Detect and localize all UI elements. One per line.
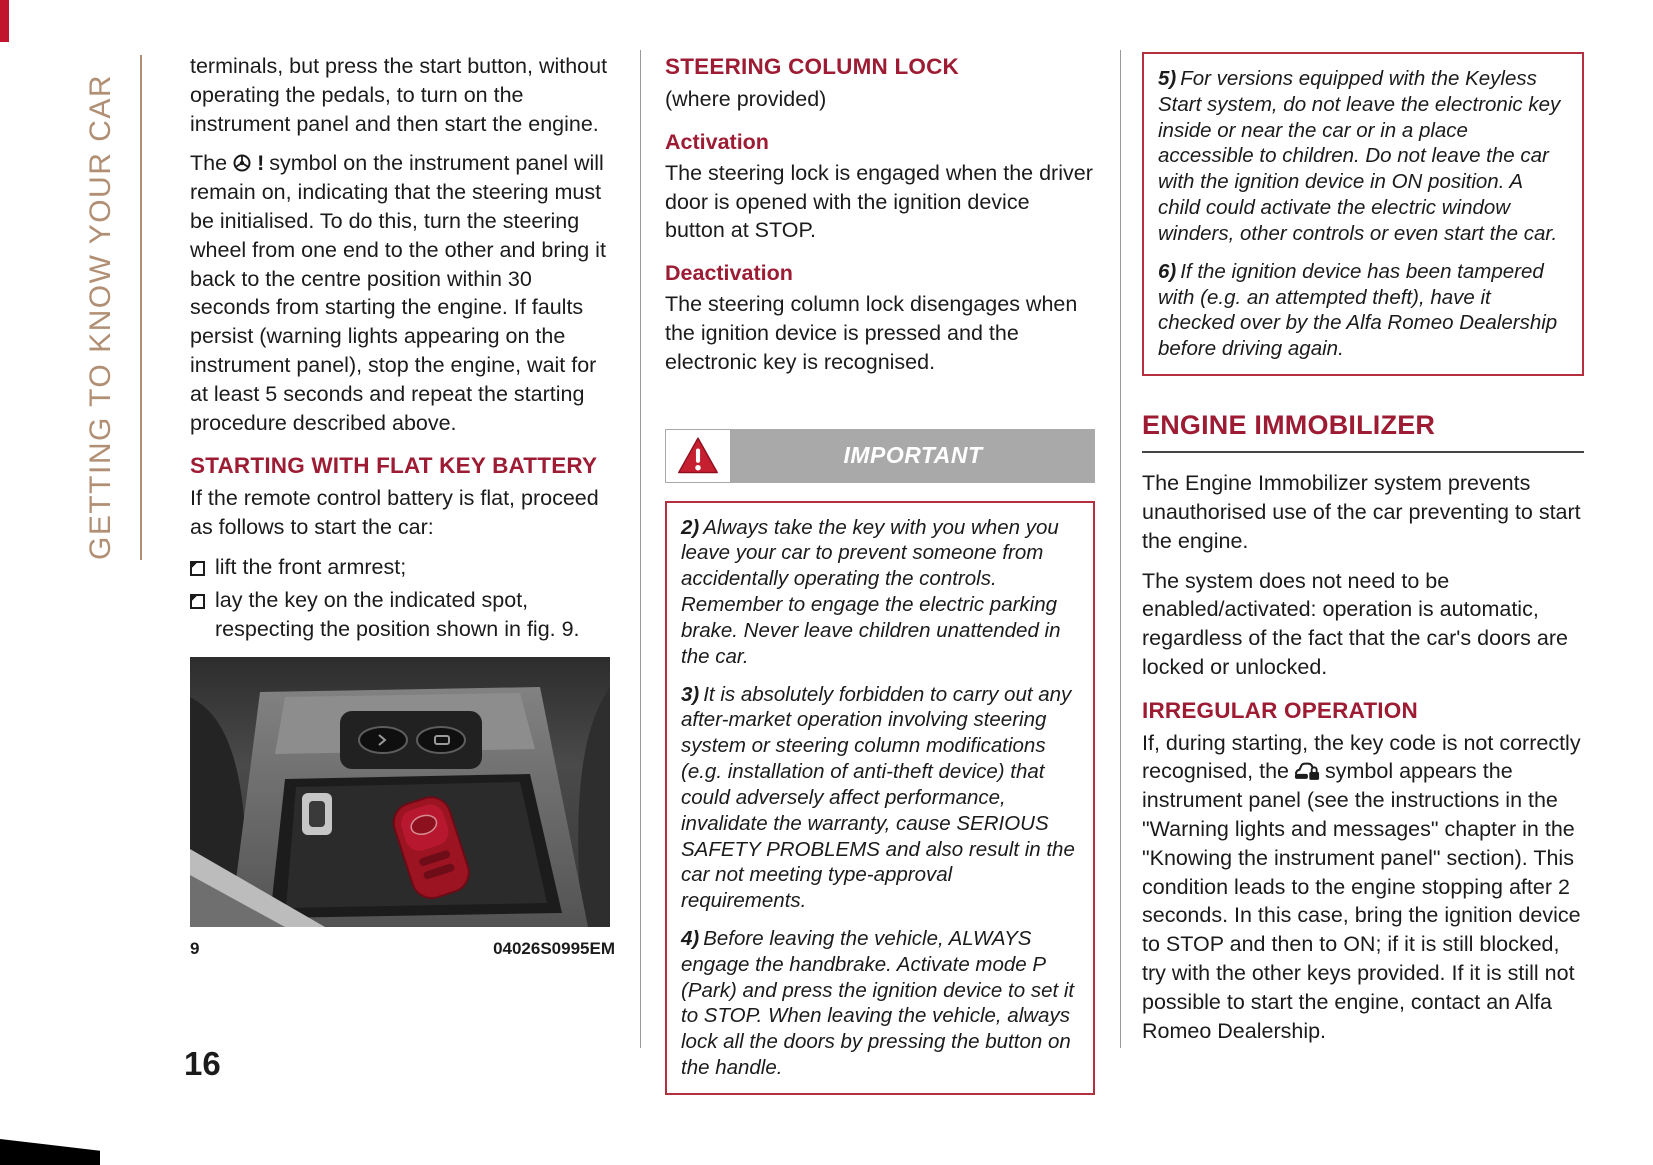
figure-number: 9 — [190, 939, 200, 959]
paragraph: The system does not need to be enabled/activated: operation is automatic, regardless of the fact that the car's doors are locked or unlocked. — [1142, 568, 1568, 679]
steering-warning-icon — [232, 153, 252, 173]
section-title-rule — [140, 55, 142, 560]
note-text: Always take the key with you when you leave your car to prevent someone from accidentally operating the controls. Remember to engage the electric parking brake. Never leave children unattended in the car. — [681, 515, 1061, 668]
note-text: For versions equipped with the Keyless Start system, do not leave the electronic key inside or near the car or in a place accessible to children. Do not leave the car with the ignition device in ON position. A child could activate the electric window winders, other controls or even start the car. — [1158, 67, 1561, 245]
important-note — [1158, 259, 1568, 362]
warning-triangle-icon — [676, 434, 720, 478]
heading-engine-immobilizer: ENGINE IMMOBILIZER — [1142, 410, 1584, 453]
page-edge-red-mark — [0, 0, 9, 42]
important-notes-box — [665, 501, 1095, 1095]
paragraph: If the remote control battery is flat, proceed as follows to start the car: — [190, 486, 599, 540]
important-note — [1158, 66, 1568, 247]
note-text: Before leaving the vehicle, ALWAYS engage the handbrake. Activate mode P (Park) and press the ignition device to set it to STOP. When leaving the vehicle, always lock all the doors by pressing the button on the handle. — [681, 927, 1075, 1080]
figure-code: 04026S0995EM — [493, 939, 615, 959]
list-item-text: lay the key on the indicated spot, respecting the position shown in fig. 9. — [215, 587, 580, 641]
paragraph-with-symbol — [190, 149, 615, 437]
important-notes-box-continued — [1142, 52, 1584, 376]
column-separator-2 — [1120, 50, 1121, 1048]
important-note — [681, 926, 1079, 1081]
warning-triangle-box — [665, 429, 731, 483]
note-text: It is absolutely forbidden to carry out any after-market operation involving steering system or steering column modifications (e.g. installation of anti-theft device) that could adversely affect performance, invalidate the warranty, cause SERIOUS SAFETY PROBLEMS and also result in the car not meeting type-approval requirements. — [681, 682, 1075, 913]
note-text: If the ignition device has been tampered with (e.g. an attempted theft), have it checked over by the Alfa Romeo Dealership before driving again. — [1158, 259, 1558, 361]
figure-9-console-photo — [190, 657, 615, 959]
console-key-illustration — [190, 657, 610, 927]
column-separator-1 — [640, 50, 641, 1048]
heading-steering-column-lock: STEERING COLUMN LOCK — [665, 54, 959, 79]
note-number: 4) — [681, 927, 700, 950]
square-bullet-icon — [190, 561, 205, 576]
heading-activation: Activation — [665, 129, 769, 154]
important-header-bar — [665, 429, 1095, 483]
heading-deactivation: Deactivation — [665, 261, 793, 286]
note-number: 2) — [681, 515, 700, 539]
paragraph-text: symbol on the instrument panel will remain on, indicating that the steering must be initialised. To do this, turn the steering wheel from one end to the other and bring it back to the centre position within 30 seconds from starting the engine. If faults persist (warning lights appearing on the instrument panel), stop the engine, wait for at least 5 seconds and repeat the starting procedure described above. — [190, 151, 606, 435]
where-provided-note: (where provided) — [665, 87, 827, 111]
important-note — [681, 682, 1079, 914]
important-label: IMPORTANT — [843, 442, 983, 469]
steering-warning-exclaim: ! — [257, 151, 265, 176]
paragraph-with-symbol — [1142, 729, 1584, 1046]
list-item-text: lift the front armrest; — [215, 554, 407, 579]
note-number: 6) — [1158, 259, 1177, 283]
section-vertical-title: GETTING TO KNOW YOUR CAR — [84, 73, 117, 560]
paragraph-text: If, during starting, the key code is not correctly recognised, the — [1142, 730, 1581, 784]
engine-immobilizer-icon — [1294, 762, 1320, 781]
figure-captions — [190, 939, 615, 959]
important-note — [681, 515, 1079, 670]
page-number: 16 — [184, 1045, 221, 1082]
list-item — [190, 553, 615, 582]
list-item — [190, 586, 615, 644]
paragraph: The steering column lock disengages when the ignition device is pressed and the electronic key is recognised. — [665, 292, 1078, 374]
note-number: 3) — [681, 682, 700, 706]
column-1 — [190, 52, 615, 959]
paragraph-text: symbol appears the instrument panel (see the instructions in the "Warning lights and messages" chapter in the "Knowing the instrument panel" section). This condition leads to the engine stopping after 2 seconds. In this case, bring the ignition device to STOP and then to ON; if it is still blocked, try with the other keys provided. If it is still not possible to start the engine, contact an Alfa Romeo Dealership. — [1142, 759, 1581, 1043]
heading-starting-flat-key: STARTING WITH FLAT KEY BATTERY — [190, 453, 598, 479]
paragraph: The Engine Immobilizer system prevents unauthorised use of the car preventing to start the engine. — [1142, 471, 1581, 553]
important-gray-bar — [731, 429, 1095, 483]
bullet-list — [190, 553, 615, 643]
heading-irregular-operation: IRREGULAR OPERATION — [1142, 697, 1418, 723]
paragraph: terminals, but press the start button, without operating the pedals, to turn on the instrument panel and then start the engine. — [190, 54, 608, 136]
column-3 — [1142, 52, 1584, 1056]
column-2 — [665, 52, 1095, 1095]
page-edge-shadow — [0, 1139, 100, 1165]
paragraph-text: The — [190, 151, 228, 176]
note-number: 5) — [1158, 67, 1177, 90]
paragraph: The steering lock is engaged when the driver door is opened with the ignition device button at STOP. — [665, 160, 1093, 243]
square-bullet-icon — [190, 594, 205, 609]
